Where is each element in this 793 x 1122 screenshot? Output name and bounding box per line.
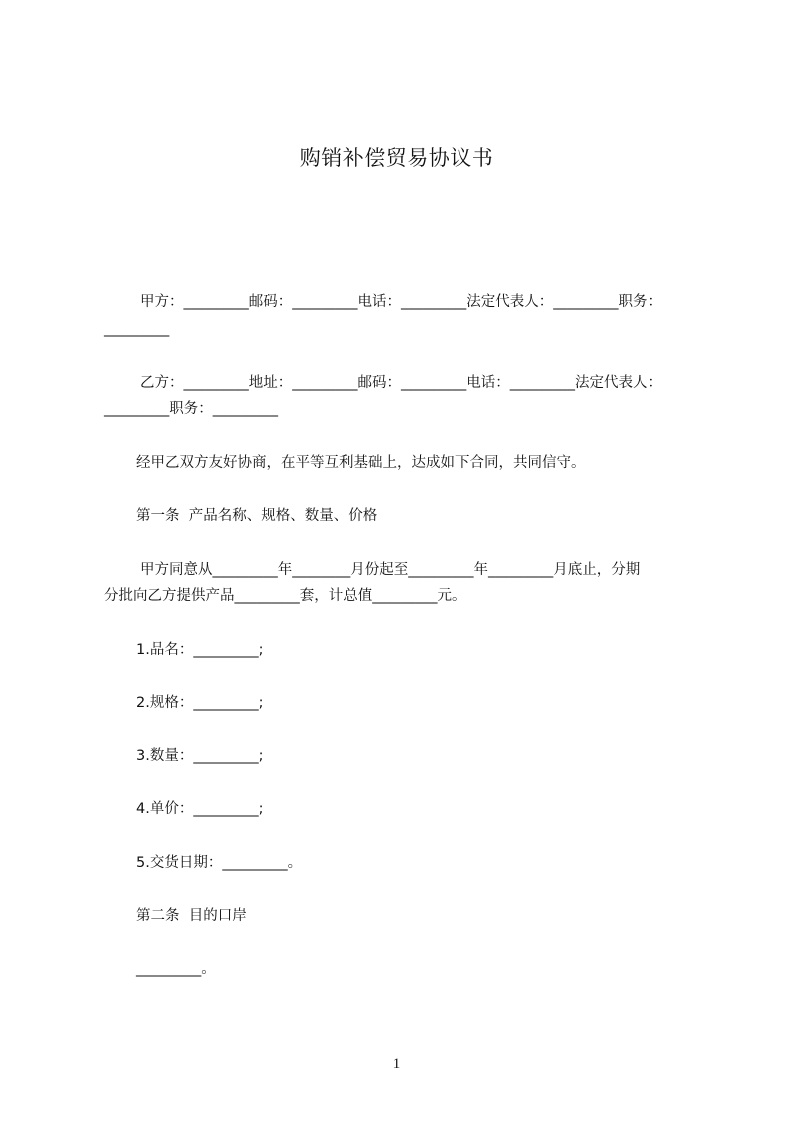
party-a-line-2: _________ — [104, 321, 170, 337]
intro-paragraph: 经甲乙双方友好协商，在平等互利基础上，达成如下合同，共同信守。 — [136, 455, 586, 471]
list-item-specification: 2.规格：_________; — [136, 695, 264, 711]
article-1-paragraph-line-2: 分批向乙方提供产品_________套，计总值_________元。 — [104, 588, 467, 604]
document-title: 购销补偿贸易协议书 — [299, 146, 494, 170]
list-item-delivery-date: 5.交货日期：_________。 — [136, 855, 303, 871]
page-number: 1 — [392, 1056, 401, 1072]
list-item-unit-price: 4.单价：_________; — [136, 801, 264, 817]
article-1-heading: 第一条 产品名称、规格、数量、价格 — [136, 508, 378, 524]
party-b-line-2: _________职务：_________ — [104, 401, 278, 417]
article-2-heading: 第二条 目的口岸 — [136, 908, 247, 924]
list-item-quantity: 3.数量：_________; — [136, 748, 264, 764]
article-1-paragraph-line-1: 甲方同意从_________年________月份起至_________年_________月底止，分期 — [140, 562, 641, 578]
article-2-content: _________。 — [136, 961, 216, 977]
party-a-line-1: 甲方：_________邮码：_________电话：_________法定代表人：_________职务： — [140, 294, 662, 310]
list-item-product-name: 1.品名：_________; — [136, 642, 264, 658]
party-b-line-1: 乙方：_________地址：_________邮码：_________电话：_________法定代表人： — [140, 375, 662, 391]
